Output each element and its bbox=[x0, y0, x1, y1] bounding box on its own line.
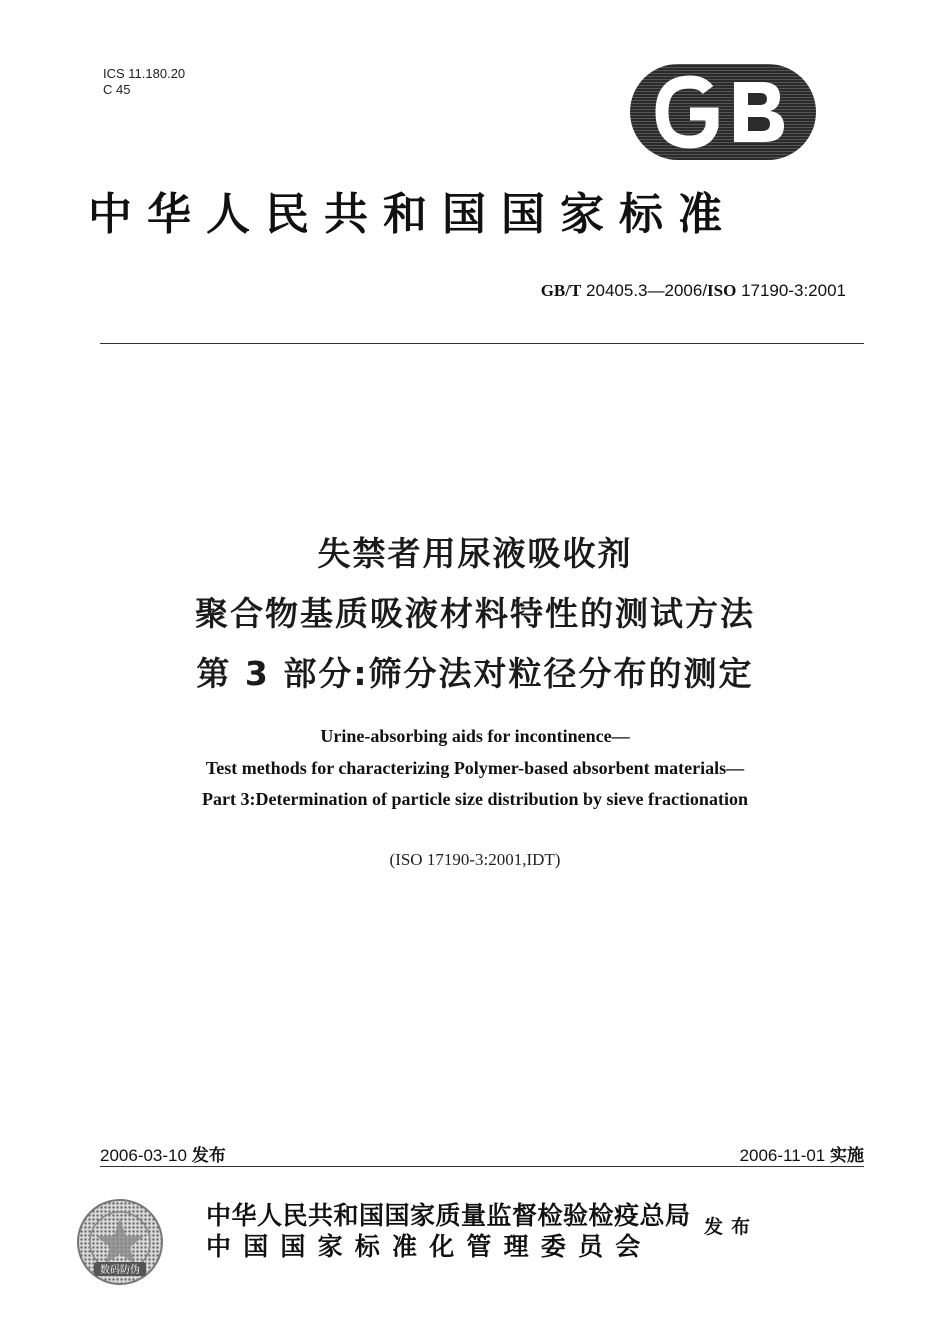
issue-date bbox=[100, 1141, 226, 1166]
iso-prefix: ISO bbox=[707, 281, 737, 300]
publish-label: 发布 bbox=[704, 1216, 759, 1238]
chinese-title-line-3: 第 3 部分:筛分法对粒径分布的测定 bbox=[196, 654, 754, 693]
chinese-title-line-2: 聚合物基质吸液材料特性的测试方法 bbox=[195, 594, 755, 633]
classification-codes bbox=[103, 66, 185, 98]
gb-number: 20405.3—2006/ bbox=[581, 281, 708, 300]
seal-text: 数码防伪 bbox=[100, 1265, 140, 1276]
implementation-date-value: 2006-11-01 bbox=[739, 1146, 826, 1165]
ccs-code: C 45 bbox=[103, 82, 131, 97]
english-title-line-2: Test methods for characterizing Polymer-based absorbent materials— bbox=[205, 758, 745, 778]
iso-equivalence: (ISO 17190-3:2001,IDT) bbox=[389, 850, 561, 869]
chinese-title-line-1: 失禁者用尿液吸收剂 bbox=[317, 534, 633, 573]
english-title-line-3: Part 3:Determination of particle size distribution by sieve fractionation bbox=[202, 789, 748, 809]
english-title-line-1: Urine-absorbing aids for incontinence— bbox=[320, 726, 630, 746]
iso-number: 17190-3:2001 bbox=[736, 281, 846, 300]
implementation-date-label: 实施 bbox=[830, 1146, 864, 1166]
issue-date-value: 2006-03-10 bbox=[100, 1146, 187, 1165]
ics-code: ICS 11.180.20 bbox=[103, 66, 186, 81]
publisher-aqsiq: 中华人民共和国国家质量监督检验检疫总局 bbox=[206, 1201, 691, 1230]
gb-logo bbox=[630, 64, 816, 160]
implementation-date bbox=[740, 1141, 864, 1166]
footer-divider bbox=[100, 1166, 864, 1167]
standard-number bbox=[541, 281, 846, 301]
issue-date-label: 发布 bbox=[191, 1146, 226, 1166]
national-standard-heading: 中华人民共和国国家标准 bbox=[88, 189, 737, 240]
header-divider bbox=[100, 343, 864, 344]
anti-counterfeit-seal-icon bbox=[76, 1198, 164, 1286]
gb-prefix: GB/T bbox=[540, 281, 582, 300]
publisher-sac: 中国国家标准化管理委员会 bbox=[206, 1232, 653, 1261]
